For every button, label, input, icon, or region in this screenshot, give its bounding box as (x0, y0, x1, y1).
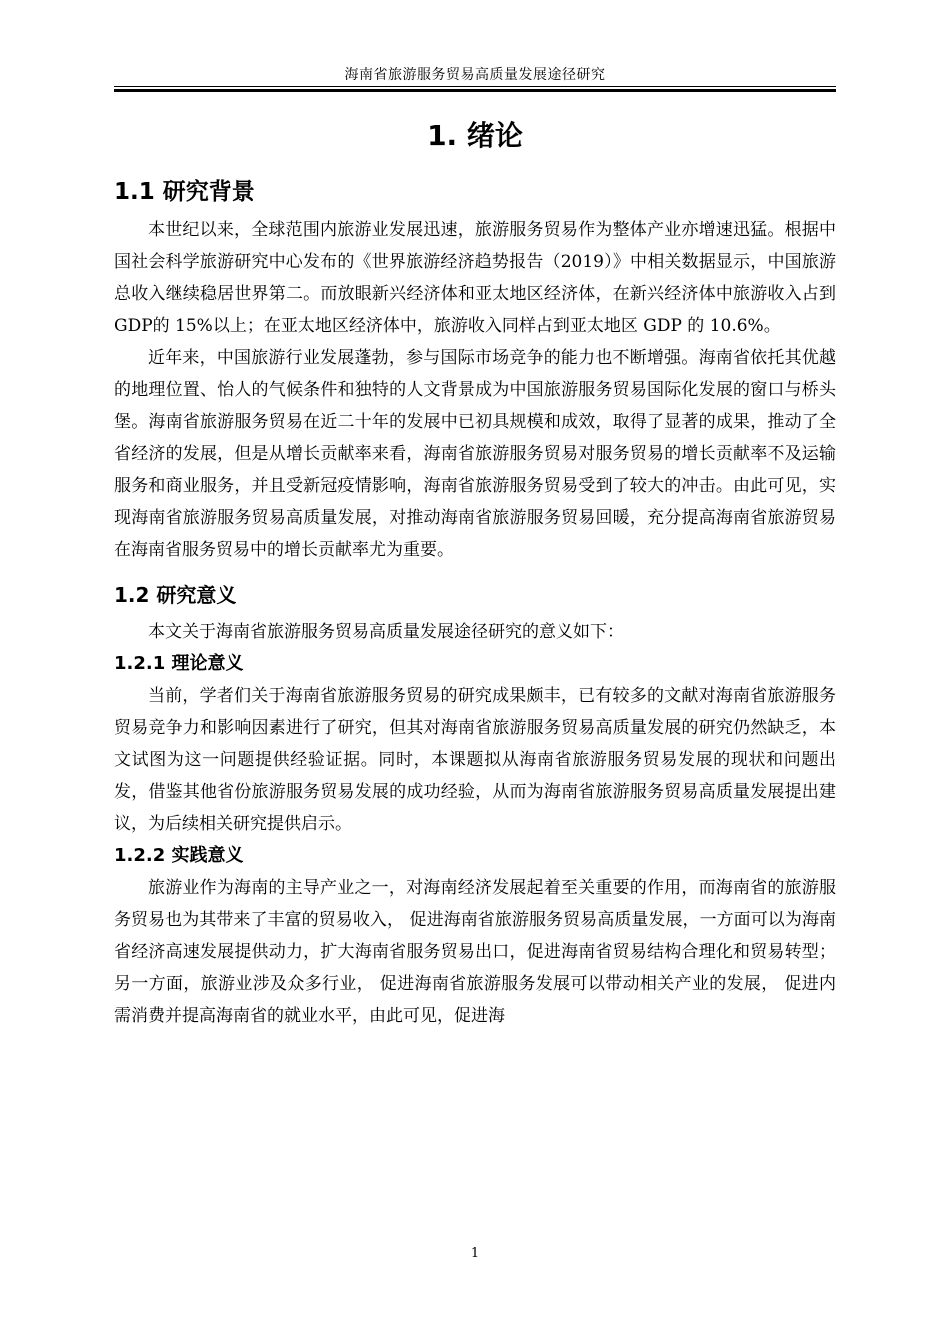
paragraph: 当前，学者们关于海南省旅游服务贸易的研究成果颇丰，已有较多的文献对海南省旅游服务贸易竞争力和影响因素进行了研究，但其对海南省旅游服务贸易高质量发展的研究仍然缺乏，本文试图为这一问题提供经验证据。同时，本课题拟从海南省旅游服务贸易发展的现状和问题出发，借鉴其他省份旅游服务贸易发展的成功经验，从而为海南省旅游服务贸易高质量发展提出建议，为后续相关研究提供启示。 (114, 686, 836, 834)
header-rule-thin (114, 86, 836, 87)
running-header: 海南省旅游服务贸易高质量发展途径研究 (344, 67, 606, 83)
chapter-title: 1. 绪论 (427, 119, 523, 152)
paragraph: 旅游业作为海南的主导产业之一，对海南经济发展起着至关重要的作用，而海南省的旅游服务贸易也为其带来了丰富的贸易收入， 促进海南省旅游服务贸易高质量发展，一方面可以为海南省经济高速发展提供动力，扩大海南省服务贸易出口，促进海南省贸易结构合理化和贸易转型；另一方面，旅游业涉及众多行业， 促进海南省旅游服务发展可以带动相关产业的发展， 促进内需消费并提高海南省的就业水平，由此可见，促进海 (114, 878, 836, 1026)
section-heading-1-2: 1.2 研究意义 (114, 583, 237, 607)
section-heading-1-1: 1.1 研究背景 (114, 179, 255, 205)
subsection-heading-1-2-1: 1.2.1 理论意义 (114, 653, 244, 674)
page-number: 1 (470, 1246, 480, 1261)
paragraph: 本文关于海南省旅游服务贸易高质量发展途径研究的意义如下： (148, 622, 624, 642)
paragraph: 近年来，中国旅游行业发展蓬勃，参与国际市场竞争的能力也不断增强。海南省依托其优越的地理位置、怡人的气候条件和独特的人文背景成为中国旅游服务贸易国际化发展的窗口与桥头堡。海南省旅游服务贸易在近二十年的发展中已初具规模和成效，取得了显著的成果，推动了全省经济的发展，但是从增长贡献率来看，海南省旅游服务贸易对服务贸易的增长贡献率不及运输服务和商业服务，并且受新冠疫情影响，海南省旅游服务贸易受到了较大的冲击。由此可见，实现海南省旅游服务贸易高质量发展，对推动海南省旅游服务贸易回暖，充分提高海南省旅游贸易在海南省服务贸易中的增长贡献率尤为重要。 (114, 348, 836, 560)
subsection-heading-1-2-2: 1.2.2 实践意义 (114, 845, 244, 866)
page-body (114, 112, 836, 1032)
header-rule-thick (114, 89, 836, 92)
paragraph: 本世纪以来，全球范围内旅游业发展迅速，旅游服务贸易作为整体产业亦增速迅猛。根据中国社会科学旅游研究中心发布的《世界旅游经济趋势报告（2019）》中相关数据显示，中国旅游总收入继续稳居世界第二。而放眼新兴经济体和亚太地区经济体，在新兴经济体中旅游收入占到GDP的 15%以上；在亚太地区经济体中，旅游收入同样占到亚太地区 GDP 的 10.6%。 (114, 220, 836, 336)
